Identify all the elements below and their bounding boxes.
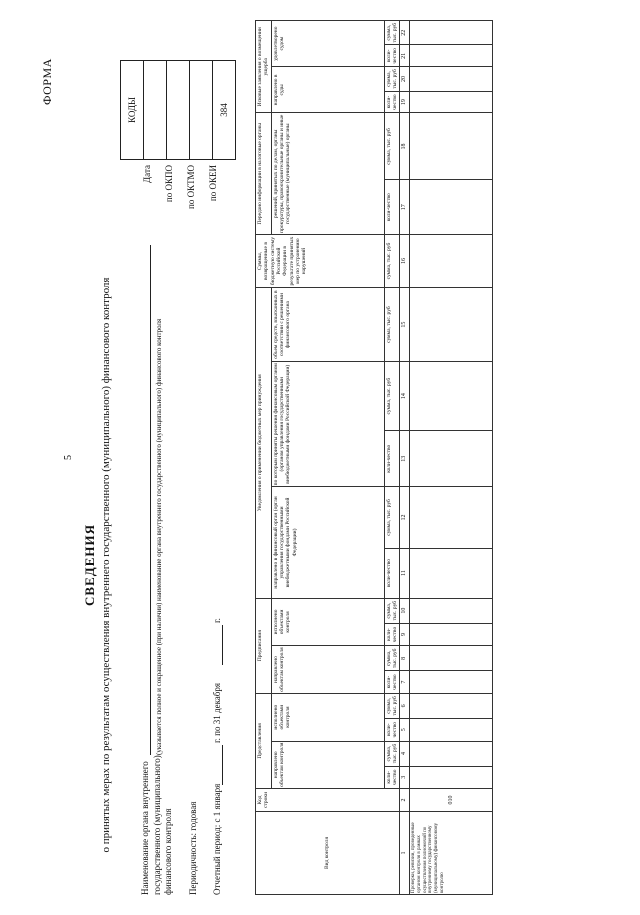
- qty-19: коли-чество: [384, 91, 400, 113]
- column-number: 14: [400, 362, 410, 431]
- okpo-label: по ОКПО: [164, 165, 174, 203]
- qty-17: коли-чество: [384, 180, 400, 235]
- column-number: 7: [400, 671, 410, 693]
- grp-transfer: Передано информации в налоговые органы: [256, 113, 272, 235]
- cell-16[interactable]: [410, 235, 493, 288]
- org-name-line: [150, 245, 151, 755]
- periodicity: Периодичность: годовая: [188, 801, 198, 895]
- cell-22[interactable]: [410, 21, 493, 45]
- oktmo-label: по ОКТМО: [186, 165, 196, 209]
- page-mark: 5: [63, 455, 74, 460]
- sum-8: сумма, тыс. руб: [384, 646, 400, 671]
- sum-4: сумма, тыс. руб: [384, 741, 400, 766]
- qty-9: коли-чество: [384, 623, 400, 646]
- codes-header: КОДЫ: [121, 61, 144, 160]
- sub-notice-volume: объем средств, взысканных в соответствии с решениями финансового органа: [271, 288, 384, 362]
- grp-sums: Суммы, возвращенные в бюджетную систему Российской Федерации в результате принятых мер по устранению нарушений: [256, 235, 385, 288]
- sum-12: сумма, тыс. руб: [384, 487, 400, 548]
- column-number: 11: [400, 548, 410, 598]
- okei-label: по ОКЕИ: [208, 165, 218, 202]
- period-year: г.: [212, 618, 222, 623]
- sub-transfer: решений, принятых по делам, органы прокуратуры, правоохранительные органы и иные государственные (муниципальные) органы: [271, 113, 384, 235]
- grp-claims: Исковые заявления о возмещении ущерба: [256, 21, 272, 113]
- sub-sent-2: направлено объектам контроля: [271, 646, 384, 693]
- table-row: [410, 21, 493, 895]
- cell-4[interactable]: [410, 741, 493, 766]
- measures-table: [255, 20, 493, 895]
- sub-sent-1: направлено объектам контроля: [271, 741, 384, 788]
- sum-15: сумма, тыс. руб: [384, 288, 400, 362]
- cell-19[interactable]: [410, 91, 493, 113]
- column-number: 15: [400, 288, 410, 362]
- cell-7[interactable]: [410, 671, 493, 693]
- codes-table: [120, 60, 236, 160]
- cell-8[interactable]: [410, 646, 493, 671]
- column-number: 2: [400, 789, 410, 812]
- column-number: 16: [400, 235, 410, 288]
- period-line-1: [222, 745, 223, 785]
- qty-3: коли-чество: [384, 766, 400, 788]
- sub-notice-accepted: по которым приняты решения финансовым органом (органом управления государственными внебюджетными фондами Российской Федерации): [271, 362, 384, 487]
- sum-18: сумма, тыс. руб: [384, 113, 400, 180]
- sub-done-2: исполнено объектами контроля: [271, 598, 384, 646]
- column-number: 13: [400, 431, 410, 487]
- oktmo-code[interactable]: [190, 61, 213, 160]
- okei-code: 384: [213, 61, 236, 160]
- cell-13[interactable]: [410, 431, 493, 487]
- sum-22: сумма, тыс. руб: [384, 21, 400, 45]
- qty-7: коли-чество: [384, 671, 400, 693]
- column-number: 18: [400, 113, 410, 180]
- date-code[interactable]: [144, 61, 167, 160]
- sum-20: сумма, тыс. руб: [384, 67, 400, 91]
- period-from: Отчетный период: с 1 января: [212, 783, 222, 895]
- qty-5: коли-чество: [384, 718, 400, 741]
- cell-6[interactable]: [410, 693, 493, 718]
- grp-submissions: Представления: [256, 693, 272, 788]
- cell-9[interactable]: [410, 623, 493, 646]
- qty-21: коли-чество: [384, 45, 400, 67]
- document-subtitle: о принятых мерах по результатам осуществления внутреннего государственного (муниципального) финансового контроля: [100, 277, 112, 853]
- column-number: 19: [400, 91, 410, 113]
- sub-claims-satisfied: удовлетворено судом: [271, 21, 384, 67]
- cell-5[interactable]: [410, 718, 493, 741]
- column-number: 10: [400, 598, 410, 623]
- row1-code: 010: [410, 789, 493, 812]
- column-number: 3: [400, 766, 410, 788]
- column-number: 12: [400, 487, 410, 548]
- org-name-label: Наименование органа внутреннего государственного (муниципального) финансового контроля: [140, 755, 174, 895]
- column-number: 5: [400, 718, 410, 741]
- sum-14: сумма, тыс. руб: [384, 362, 400, 431]
- cell-11[interactable]: [410, 548, 493, 598]
- column-number: 4: [400, 741, 410, 766]
- date-label: Дата: [142, 165, 152, 183]
- form-label: ФОРМА: [40, 58, 54, 105]
- column-number: 22: [400, 21, 410, 45]
- okpo-code[interactable]: [167, 61, 190, 160]
- sub-done-1: исполнено объектами контроля: [271, 693, 384, 741]
- period-to: г. по 31 декабря: [212, 682, 222, 743]
- column-number: 20: [400, 67, 410, 91]
- sum-10: сумма, тыс. руб: [384, 598, 400, 623]
- period-line-2: [222, 625, 223, 665]
- sub-claims-sent: направлено в суды: [271, 67, 384, 113]
- column-number: 21: [400, 45, 410, 67]
- cell-18[interactable]: [410, 113, 493, 180]
- grp-prescriptions: Предписания: [256, 598, 272, 693]
- sub-notice-sent: направлено в финансовый орган (орган управления государственными внебюджетными фондами Российской Федерации): [271, 487, 384, 598]
- cell-15[interactable]: [410, 288, 493, 362]
- document-title: СВЕДЕНИЯ: [82, 524, 97, 606]
- sum-6: сумма, тыс. руб: [384, 693, 400, 718]
- cell-17[interactable]: [410, 180, 493, 235]
- cell-14[interactable]: [410, 362, 493, 431]
- cell-12[interactable]: [410, 487, 493, 548]
- column-numbers-row: [400, 21, 410, 895]
- column-number: 6: [400, 693, 410, 718]
- col-code: Код строки: [256, 789, 400, 812]
- qty-13: коли-чество: [384, 431, 400, 487]
- cell-3[interactable]: [410, 766, 493, 788]
- grp-notices: Уведомления о применении бюджетных мер принуждения: [256, 288, 272, 599]
- cell-21[interactable]: [410, 45, 493, 67]
- sum-16: сумма, тыс. руб: [384, 235, 400, 288]
- col-kind: Вид контроля: [256, 812, 400, 895]
- column-number: 1: [400, 812, 410, 895]
- cell-20[interactable]: [410, 67, 493, 91]
- cell-10[interactable]: [410, 598, 493, 623]
- org-name-hint: (указывается полное и сокращенное (при наличии) наименование органа внутреннего государственного (муниципального) финансового контроля: [155, 318, 163, 755]
- qty-11: коли-чество: [384, 548, 400, 598]
- column-number: 9: [400, 623, 410, 646]
- row1-label: Проверки, ревизии, проведенные органом контроля в рамках осуществления полномочий по внутреннему государственному (муниципальному) финансовому контролю: [410, 812, 493, 895]
- column-number: 8: [400, 646, 410, 671]
- column-number: 17: [400, 180, 410, 235]
